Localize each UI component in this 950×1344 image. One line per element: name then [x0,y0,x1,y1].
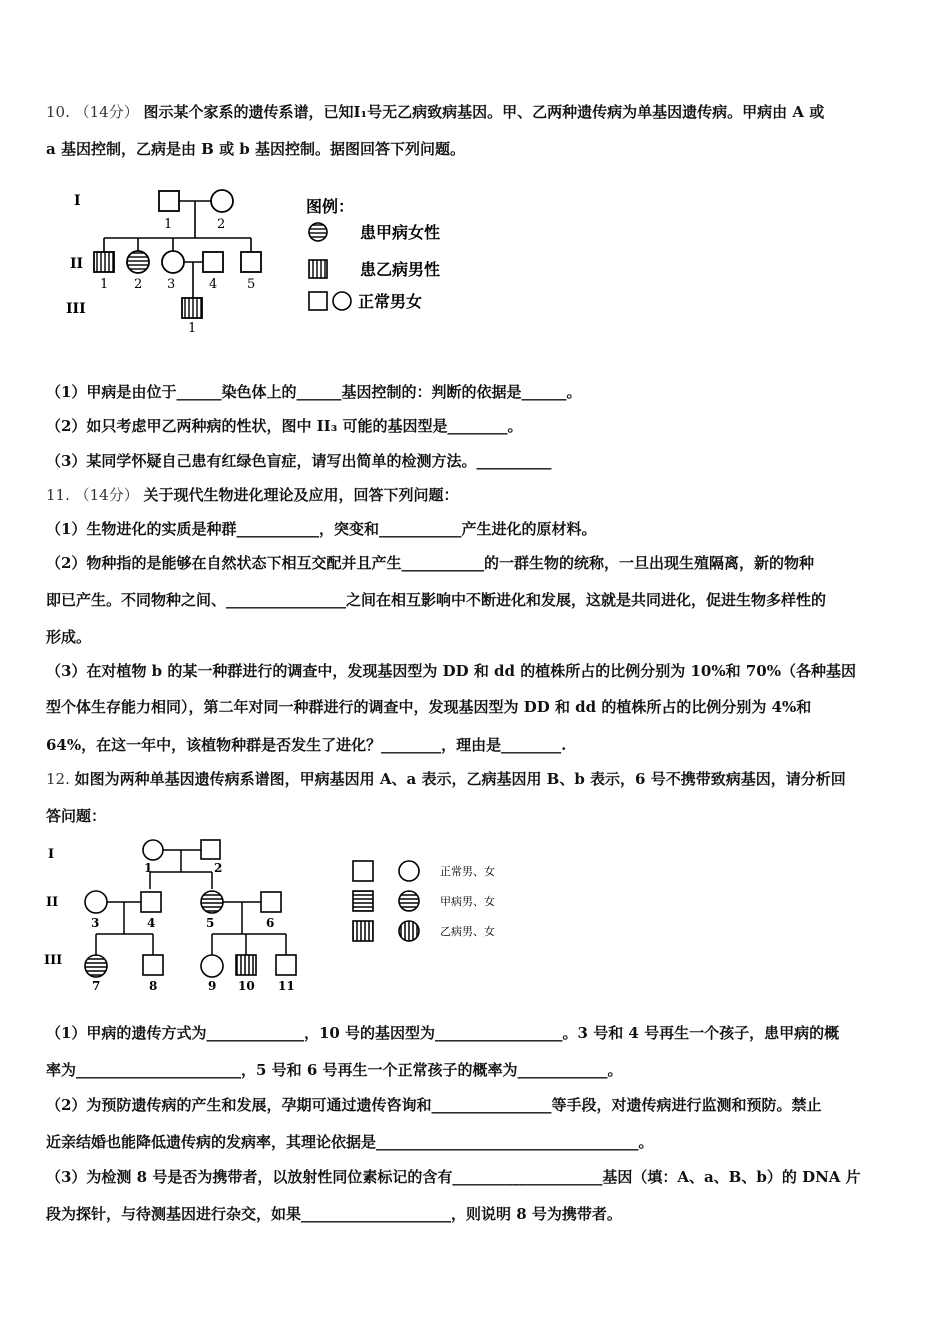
q11-stem [46,484,459,506]
q12-gen1-number: 2 [214,861,223,875]
q12-sub2-line1: （2）为预防遗传病的产生和发展，孕期可通过遗传咨询和________________等手段，对遗传病进行监测和预防。禁止 [46,1096,822,1114]
q10-stem-text: 图示某个家系的遗传系谱，已知Ⅰ₁号无乙病致病基因。甲、乙两种遗传病为单基因遗传病。甲病由 A 或 [143,103,825,121]
q10-I2-normal-female [211,190,233,212]
q10-legend-normal-male-icon [309,292,327,310]
q10-stem-line2: a 基因控制，乙病是由 B 或 b 基因控制。据图回答下列问题。 [46,140,465,158]
q10-II4-normal-male [203,252,223,272]
q10-II5-normal-male [241,252,261,272]
q10-gen1-number: 2 [217,217,226,232]
q10-gen2-number: 1 [100,277,109,292]
q11-sub2-line2: 即已产生。不同物种之间、________________之间在相互影响中不断进化和发展，这就是共同进化，促进生物多样性的 [46,591,827,609]
q12-II6-normal-male [261,892,281,912]
q12-III8-normal-male [143,955,163,975]
q12-gen3-number: 7 [92,979,101,993]
q12-gen2-number: 3 [91,916,100,930]
q10-pedigree-figure [60,180,480,340]
q12-gen3-number: 8 [149,979,158,993]
q10-II3-normal-female [162,251,184,273]
q12-legend-item: 乙病男、女 [440,925,495,938]
q12-gen1-number: 1 [144,861,153,875]
q10-sub1: （1）甲病是由位于______染色体上的______基因控制的：判断的依据是______。 [46,383,582,401]
q12-sub1-line2: 率为______________________，5 号和 6 号再生一个正常孩子的概率为____________。 [46,1061,623,1079]
q10-II2-jia-female [127,251,149,273]
q10-legend-normal-female-icon [333,292,351,310]
q10-legend-title: 图例： [306,197,355,216]
q12-III11-normal-male [276,955,296,975]
q12-II5-jia-female [201,891,223,913]
q10-gen1-number: 1 [164,217,173,232]
q11-sub2-line3: 形成。 [46,628,92,646]
q12-legend-jia-female-icon [399,891,419,911]
q12-legend-item: 甲病男、女 [440,895,495,908]
q10-gen2-number: 5 [247,277,256,292]
q12-number: 12. [46,770,70,788]
q12-gen-label: I [48,847,55,862]
q11-sub1: （1）生物进化的实质是种群___________，突变和___________产生进化的原材料。 [46,520,597,538]
q10-gen-label: III [66,301,86,317]
q10-number: 10. [46,103,70,121]
q10-legend-item: 患乙病男性 [360,260,441,279]
q10-gen-label: I [74,193,81,209]
q11-score: （14分） [74,486,139,504]
q12-III10-yi-male [236,955,256,975]
q10-legend-yi-male-icon [309,260,327,278]
q12-III9-normal-female [201,955,223,977]
q12-gen3-number: 11 [278,979,295,993]
q12-gen2-number: 4 [147,916,156,930]
q10-I1-normal-male [159,191,179,211]
q12-pedigree-figure [40,834,520,994]
q10-score: （14分） [74,103,139,121]
q12-I1-normal-female [143,840,163,860]
q10-sub3: （3）某同学怀疑自己患有红绿色盲症，请写出简单的检测方法。__________ [46,452,552,470]
q11-sub3-line2: 型个体生存能力相同），第二年对同一种群进行的调查中，发现基因型为 DD 和 dd 的植株所占的比例分别为 4%和 [46,698,812,716]
q11-sub3-line3: 64%，在这一年中，该植物种群是否发生了进化？________，理由是________. [46,736,567,754]
q10-legend-jia-female-icon [309,223,327,241]
q12-gen2-number: 6 [266,916,275,930]
q10-gen2-number: 2 [134,277,143,292]
q12-gen2-number: 5 [206,916,215,930]
q12-stem-line2: 答问题： [46,807,107,825]
q10-stem-line1 [46,101,824,123]
q12-stem-line1 [46,768,846,790]
q12-legend-item: 正常男、女 [440,865,495,878]
q12-legend-yi-female-icon [399,921,419,941]
q12-gen3-number: 9 [208,979,217,993]
q11-sub3-line1: （3）在对植物 b 的某一种群进行的调查中，发现基因型为 DD 和 dd 的植株所占的比例分别为 10%和 70%（各种基因 [46,662,856,680]
q12-II4-normal-male [141,892,161,912]
q12-gen-label: III [44,953,63,968]
q12-stem-text: 如图为两种单基因遗传病系谱图，甲病基因用 A、a 表示，乙病基因用 B、b 表示，6 号不携带致病基因，请分析回 [74,770,846,788]
q10-legend-item: 患甲病女性 [360,223,441,242]
q12-gen-label: II [46,895,59,910]
q12-II3-normal-female [85,891,107,913]
q12-I2-normal-male [201,840,220,859]
q12-legend-yi-male-icon [353,921,373,941]
q11-sub2-line1: （2）物种指的是能够在自然状态下相互交配并且产生___________的一群生物的统称，一旦出现生殖隔离，新的物种 [46,554,814,572]
q12-gen3-number: 10 [238,979,255,993]
q12-legend-normal-male-icon [353,861,373,881]
q12-legend-jia-male-icon [353,891,373,911]
q10-gen2-number: 3 [167,277,176,292]
q10-legend-item: 正常男女 [358,292,423,311]
q12-sub2-line2: 近亲结婚也能降低遗传病的发病率，其理论依据是___________________________________。 [46,1133,654,1151]
q12-sub3-line1: （3）为检测 8 号是否为携带者，以放射性同位素标记的含有____________________基因（填：A、a、B、b）的 DNA 片 [46,1168,861,1186]
q10-sub2: （2）如只考虑甲乙两种病的性状，图中 II₃ 可能的基因型是________。 [46,417,523,435]
q11-stem-text: 关于现代生物进化理论及应用，回答下列问题： [143,486,459,504]
q10-gen-label: II [70,256,84,272]
q10-gen3-number: 1 [188,321,197,336]
q10-II1-yi-male [94,252,114,272]
q12-sub1-line1: （1）甲病的遗传方式为_____________，10 号的基因型为_________________。3 号和 4 号再生一个孩子，患甲病的概 [46,1024,840,1042]
q12-sub3-line2: 段为探针，与待测基因进行杂交，如果____________________，则说明 8 号为携带者。 [46,1205,622,1223]
q10-III1-yi-male [182,298,202,318]
q10-gen2-number: 4 [209,277,218,292]
q11-number: 11. [46,486,70,504]
q12-legend-normal-female-icon [399,861,419,881]
q12-III7-jia-female [85,955,107,977]
